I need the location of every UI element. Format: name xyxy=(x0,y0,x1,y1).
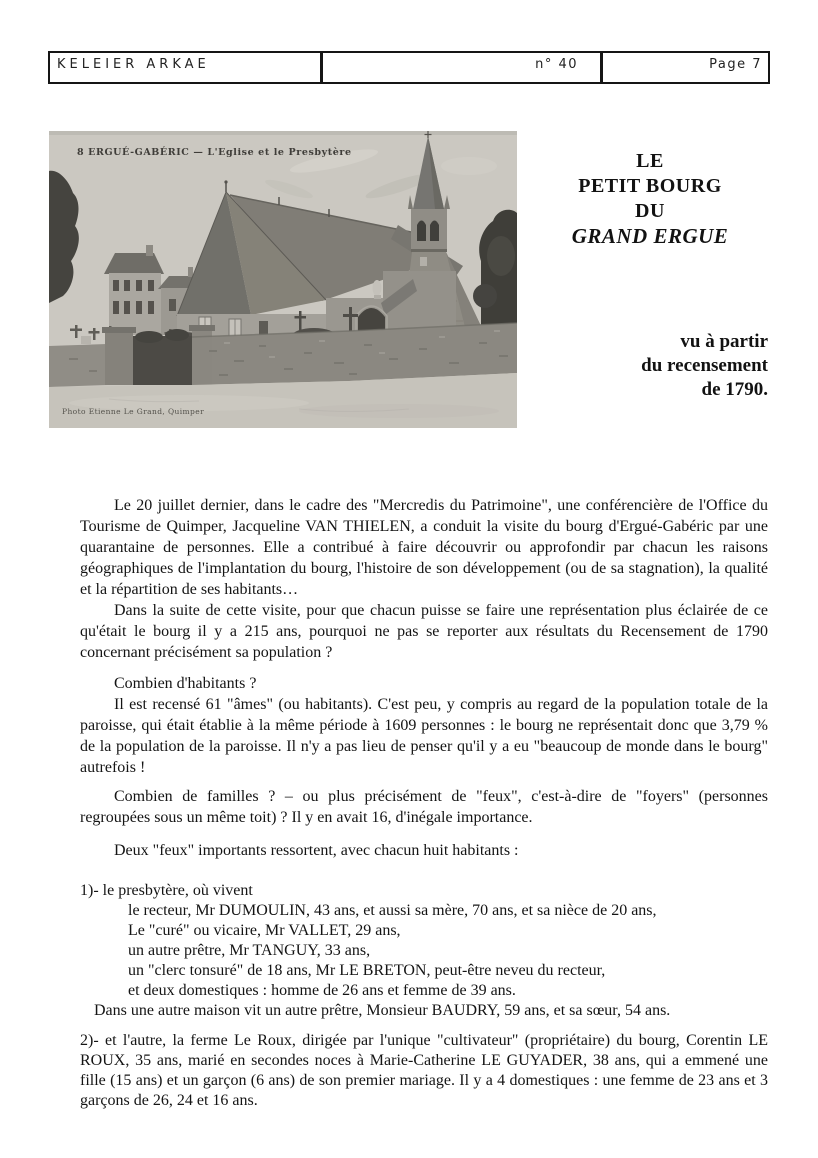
article-title xyxy=(530,149,770,249)
postcard-illustration xyxy=(49,131,517,428)
list-outro-baudry: Dans une autre maison vit un autre prêtre, Monsieur BAUDRY, 59 ans, et sa sœur, 54 ans. xyxy=(94,1002,671,1019)
title-line-3: DU xyxy=(635,200,665,222)
paragraph-inhabitants-count: Il est recensé 61 "âmes" (ou habitants). C'est peu, y compris au regard de la population totale de la paroisse, qui était établie à la même période à 1609 personnes : le bourg ne représentait donc que 3,79 % de la population de la paroisse. Il n'y a pas lieu de penser qu'il y a eu "beaucoup de monde dans le bourg" autrefois ! xyxy=(80,696,768,776)
paragraph-census-proposal: Dans la suite de cette visite, pour que chacun puisse se faire une représentation plus éclairée de ce qu'était le bourg il y a 215 ans, pourquoi ne pas se reporter aux résultats du Recensement de 1790 concernant précisément sa population ? xyxy=(80,602,768,661)
paragraph-question-inhabitants: Combien d'habitants ? xyxy=(114,675,257,692)
household-list xyxy=(80,881,768,1021)
subtitle-line-2: du recensement xyxy=(641,355,768,376)
postcard-top-caption: 8 ERGUÉ-GABÉRIC — L'Eglise et le Presbytère xyxy=(77,147,352,158)
paragraph-intro-visit: Le 20 juillet dernier, dans le cadre des "Mercredis du Patrimoine", une conférencière de l'Office du Tourisme de Quimper, Jacqueline VAN THIELEN, a conduit la visite du bourg d'Ergué-Gabéric par une quarantaine de personnes. Elle a contribué à faire découvrir ou approfondir par chacun les raisons géographiques de l'implantation du bourg, l'histoire de son développement (ou de sa stagnation), la qualité et la répartition de ses habitants… xyxy=(80,497,768,598)
paragraph-leroux-farm: 2)- et l'autre, la ferme Le Roux, dirigée par l'unique "cultivateur" (propriétaire) du bourg, Corentin LE ROUX, 35 ans, marié en secondes noces à Marie-Catherine LE GUYADER, 38 ans, qui a emmené une fille (15 ans) et un garçon (6 ans) de son premier mariage. Il y a 4 domestiques : une femme de 23 ans et 3 garçons de 26, 24 et 16 ans. xyxy=(80,1032,768,1109)
list-item: un "clerc tonsuré" de 18 ans, Mr LE BRETON, peut-être neveu du recteur, xyxy=(128,962,606,979)
list-item: Le "curé" ou vicaire, Mr VALLET, 29 ans, xyxy=(128,922,401,939)
page-header xyxy=(48,51,770,84)
postcard-bottom-caption: Photo Etienne Le Grand, Quimper xyxy=(62,407,205,416)
list-item: un autre prêtre, Mr TANGUY, 33 ans, xyxy=(128,942,371,959)
paragraph-two-feux: Deux "feux" importants ressortent, avec chacun huit habitants : xyxy=(114,842,519,859)
article-subtitle xyxy=(540,330,768,402)
header-page-number: Page 7 xyxy=(600,53,768,82)
list-item: et deux domestiques : homme de 26 ans et femme de 39 ans. xyxy=(128,982,516,999)
header-issue-number: n° 40 xyxy=(320,53,600,82)
article-body xyxy=(80,495,768,1111)
title-line-4: GRAND ERGUE xyxy=(571,224,729,248)
header-title: KELEIER ARKAE xyxy=(57,57,210,72)
subtitle-line-1: vu à partir xyxy=(680,331,768,352)
list-item: le recteur, Mr DUMOULIN, 43 ans, et aussi sa mère, 70 ans, et sa nièce de 20 ans, xyxy=(128,902,657,919)
postcard-photo xyxy=(49,131,517,428)
list-intro-presbytery: 1)- le presbytère, où vivent xyxy=(80,882,253,899)
subtitle-line-3: de 1790. xyxy=(701,379,768,400)
title-line-1: LE xyxy=(636,150,664,172)
paragraph-question-families: Combien de familles ? – ou plus précisément de "feux", c'est-à-dire de "foyers" (personnes regroupées sous un même toit) ? Il y en avait 16, d'inégale importance. xyxy=(80,788,768,826)
title-line-2: PETIT BOURG xyxy=(578,175,722,197)
